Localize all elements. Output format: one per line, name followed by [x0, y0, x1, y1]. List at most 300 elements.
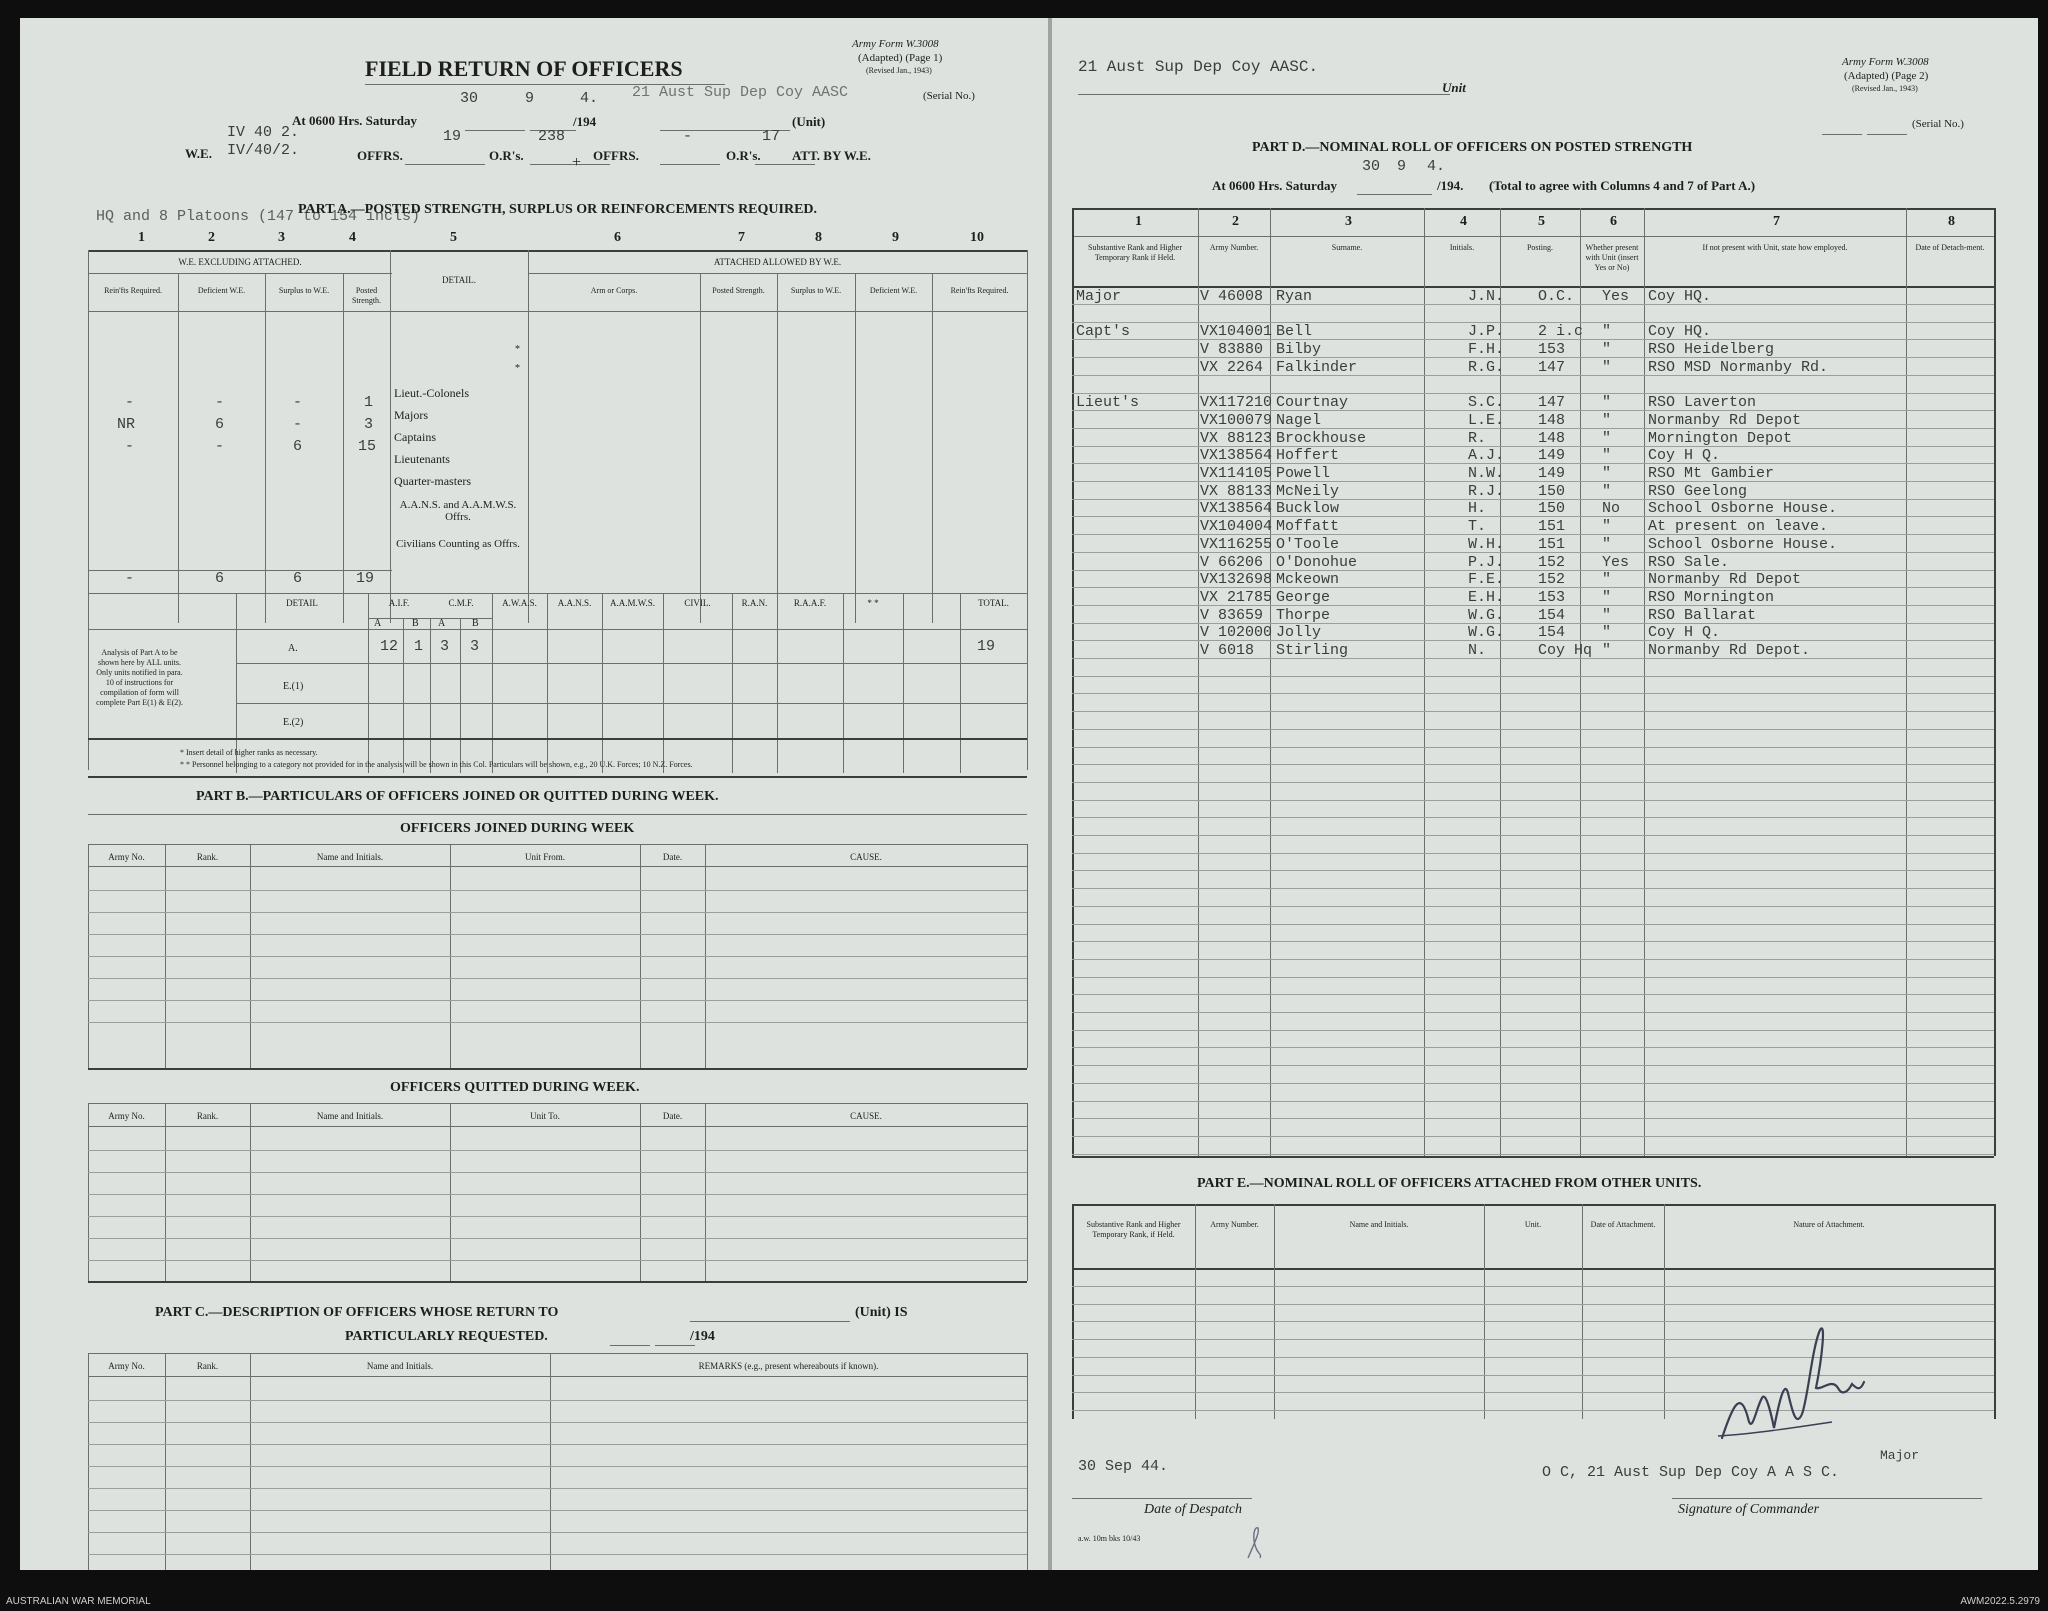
- we-label: W.E.: [185, 146, 212, 161]
- table-rule: [1424, 208, 1425, 1156]
- typed-roll-post: 148: [1538, 429, 1566, 447]
- form-revised: (Revised Jan., 1943): [866, 66, 932, 75]
- typed-roll-present: ": [1602, 447, 1612, 465]
- typed-rank-value: NR: [117, 416, 136, 433]
- typed-roll-init: W.G.: [1468, 606, 1505, 624]
- table-rule: [1027, 1103, 1028, 1281]
- table-rule: [1994, 208, 1996, 1156]
- roll-header: Army Number.: [1209, 243, 1259, 252]
- typed-roll-name: George: [1276, 588, 1331, 606]
- typed-unit: 21 Aust Sup Dep Coy AASC.: [1078, 58, 1319, 76]
- column-header: Rein'fts Required.: [104, 286, 162, 295]
- typed-platoons: HQ and 8 Platoons (147 to 154 incls): [96, 208, 421, 225]
- analysis-header: A.A.N.S.: [557, 598, 592, 608]
- typed-roll-present: ": [1602, 394, 1612, 412]
- table-rule: [640, 1103, 641, 1281]
- at-hours-label: At 0600 Hrs. Saturday: [292, 113, 417, 128]
- analysis-row-label: E.(2): [283, 717, 304, 728]
- analysis-sub: A: [438, 618, 446, 629]
- analysis-row-label: E.(1): [283, 681, 304, 692]
- ruled-line: [88, 1194, 1027, 1195]
- typed-roll-employed: RSO Geelong: [1648, 482, 1748, 500]
- analysis-header: DETAIL: [286, 598, 318, 608]
- part-c-year: /194: [690, 1329, 715, 1344]
- ruled-line: [88, 1532, 1027, 1533]
- typed-roll-employed: RSO Mornington: [1648, 588, 1775, 606]
- part-c-header: Rank.: [196, 1361, 219, 1371]
- typed-roll-post: 150: [1538, 500, 1566, 518]
- typed-roll-init: R.J.: [1468, 482, 1505, 500]
- page-title: FIELD RETURN OF OFFICERS: [365, 56, 683, 81]
- ruled-line: [1072, 1047, 1994, 1048]
- typed-roll-no: V 102000: [1200, 624, 1273, 642]
- serial-label: (Serial No.): [1912, 118, 1964, 130]
- ruled-line: [1072, 1030, 1994, 1031]
- column-number: 3: [1345, 214, 1352, 229]
- form-page-1: [20, 18, 1048, 1570]
- table-rule: [368, 593, 369, 773]
- typed-roll-init: P.J.: [1468, 553, 1505, 571]
- part-e-header: Nature of Attachment.: [1793, 1220, 1865, 1229]
- commander-signature: [1692, 1318, 1872, 1468]
- typed-total: 19: [356, 570, 375, 587]
- typed-roll-employed: Normanby Rd Depot: [1648, 411, 1802, 429]
- typed-roll-present: Yes: [1602, 553, 1630, 571]
- part-e-header: Date of Attachment.: [1590, 1220, 1656, 1229]
- typed-roll-employed: RSO Sale.: [1648, 553, 1730, 571]
- table-rule: [1664, 1204, 1665, 1419]
- typed-roll-init: N.W.: [1468, 465, 1505, 482]
- ruled-line: [1072, 1154, 1994, 1155]
- table-rule: [1644, 208, 1645, 1156]
- quitted-header: Rank.: [196, 1111, 219, 1121]
- ruled-line: [1072, 693, 1994, 694]
- typed-roll-employed: RSO Laverton: [1648, 394, 1757, 412]
- typed-roll-name: O'Donohue: [1276, 553, 1358, 571]
- typed-roll-post: 149: [1538, 465, 1566, 482]
- table-rule: [1072, 208, 1074, 1156]
- despatch-label: Date of Despatch: [1144, 1502, 1242, 1517]
- typed-roll-name: Nagel: [1276, 411, 1322, 429]
- typed-roll-post: 150: [1538, 482, 1566, 500]
- typed-roll-post: 152: [1538, 571, 1566, 589]
- quitted-header: Name and Initials.: [316, 1111, 384, 1121]
- typed-offrs-attached: -: [683, 128, 693, 145]
- part-d-title: PART D.—NOMINAL ROLL OF OFFICERS ON POSTED STRENGTH: [1252, 140, 1693, 155]
- typed-analysis-total: 19: [977, 638, 996, 655]
- form-revised: (Revised Jan., 1943): [1852, 84, 1918, 93]
- part-a-title: PART A.—POSTED STRENGTH, SURPLUS OR REINFORCEMENTS REQUIRED.: [298, 202, 818, 217]
- typed-roll-present: ": [1602, 624, 1612, 642]
- typed-roll-post: 147: [1538, 358, 1566, 376]
- table-rule: [732, 593, 733, 773]
- typed-roll-name: McNeily: [1276, 482, 1340, 500]
- typed-analysis-value: 3: [440, 638, 450, 655]
- table-rule: [88, 738, 1027, 740]
- ruled-line: [1072, 711, 1994, 712]
- year-label: /194.: [1437, 178, 1464, 193]
- ruled-line: [1072, 1118, 1994, 1119]
- table-rule: [1027, 250, 1028, 770]
- table-rule: [1198, 208, 1199, 1156]
- column-header: Posted Strength.: [712, 286, 765, 295]
- typed-roll-init: F.E.: [1468, 571, 1505, 589]
- ruled-line: [1072, 1101, 1994, 1102]
- part-e-header: Name and Initials.: [1349, 1220, 1409, 1229]
- accession-number: AWM2022.5.2979: [1960, 1596, 2040, 1607]
- ruled-line: [1072, 906, 1994, 907]
- footnote: * Insert detail of higher ranks as necessary.: [180, 748, 318, 757]
- typed-roll-present: ": [1602, 429, 1612, 447]
- table-rule: [1672, 1498, 1982, 1499]
- table-rule: [1072, 1204, 1994, 1206]
- quitted-header: Date.: [662, 1111, 683, 1121]
- typed-roll-present: ": [1602, 518, 1612, 536]
- table-rule: [88, 1353, 89, 1570]
- ors-attached-label: O.R's.: [726, 148, 761, 163]
- analysis-header: R.A.N.: [741, 598, 768, 608]
- table-rule: [755, 164, 815, 165]
- analysis-sub: B: [472, 618, 479, 629]
- rank-label: Lieutenants: [394, 452, 450, 466]
- analysis-header: TOTAL.: [978, 598, 1009, 608]
- typed-rank-value: -: [293, 394, 303, 411]
- column-header: Deficient W.E.: [869, 286, 918, 295]
- attached-by-we-label: ATT. BY W.E.: [792, 148, 871, 163]
- typed-roll-init: W.G.: [1468, 624, 1505, 642]
- typed-roll-employed: Coy HQ.: [1648, 323, 1712, 341]
- typed-roll-present: ": [1602, 323, 1612, 341]
- ruled-line: [1072, 1304, 1994, 1305]
- typed-roll-no: VX132698: [1200, 571, 1273, 589]
- typed-roll-rank: Lieut's: [1076, 394, 1140, 412]
- typed-roll-post: 152: [1538, 553, 1566, 571]
- typed-roll-init: S.C.: [1468, 394, 1505, 412]
- typed-roll-employed: RSO Ballarat: [1648, 606, 1757, 624]
- column-number: 1: [1135, 214, 1142, 229]
- typed-roll-post: 151: [1538, 535, 1566, 553]
- typed-roll-post: Coy Hq: [1538, 642, 1593, 659]
- table-rule: [1397, 194, 1432, 195]
- table-rule: [1195, 1204, 1196, 1419]
- footnote: * * Personnel belonging to a category not provided for in the analysis will be shown in this Col. Particulars will be shown, e.g., 20 U.K. Forces; 10 N.Z. Forces.: [180, 760, 693, 769]
- print-code: a.w. 10m bks 10/43: [1078, 1534, 1141, 1543]
- column-number: 6: [1610, 214, 1617, 229]
- typed-rank-value: 3: [364, 416, 374, 433]
- rank-label: Lieut.-Colonels: [394, 386, 469, 400]
- typed-roll-init: R.: [1468, 429, 1487, 447]
- typed-roll-init: J.N.: [1468, 288, 1505, 305]
- ruled-line: [1072, 1083, 1994, 1084]
- typed-roll-no: VX138564: [1200, 500, 1273, 518]
- ruled-line: [88, 1150, 1027, 1151]
- plus-sign: +: [572, 154, 582, 171]
- form-reference: Army Form W.3008: [852, 38, 939, 50]
- roll-header: Whether present with Unit (insert Yes or No): [1585, 243, 1639, 272]
- serial-label: (Serial No.): [923, 90, 975, 102]
- commander-label: Signature of Commander: [1678, 1502, 1820, 1517]
- table-rule: [843, 593, 844, 773]
- table-rule: [165, 1103, 166, 1281]
- typed-roll-post: 154: [1538, 606, 1566, 624]
- typed-rank-value: -: [125, 438, 135, 455]
- column-header: Surplus to W.E.: [790, 286, 842, 295]
- roll-header: Posting.: [1526, 243, 1553, 252]
- column-header: Posted Strength.: [351, 286, 382, 305]
- table-rule: [88, 250, 89, 770]
- column-header: Surplus to W.E.: [278, 286, 330, 295]
- ruled-line: [1072, 924, 1994, 925]
- typed-rank-value: -: [125, 394, 135, 411]
- table-rule: [165, 1353, 166, 1570]
- typed-roll-no: V 83659: [1200, 606, 1264, 624]
- table-rule: [610, 1345, 650, 1346]
- table-rule: [1027, 844, 1028, 1068]
- typed-rank-value: 1: [364, 394, 374, 411]
- typed-roll-name: Ryan: [1276, 288, 1313, 305]
- ruled-line: [88, 1554, 1027, 1555]
- typed-roll-name: Falkinder: [1276, 358, 1358, 376]
- column-number: 4: [1460, 214, 1467, 229]
- typed-roll-no: VX 88123: [1200, 429, 1273, 447]
- column-number: 8: [815, 230, 822, 245]
- ruled-line: [1072, 941, 1994, 942]
- column-number: 5: [1538, 214, 1545, 229]
- ruled-line: [88, 1216, 1027, 1217]
- table-rule: [88, 844, 1027, 845]
- typed-roll-present: ": [1602, 482, 1612, 500]
- ruled-line: [88, 1510, 1027, 1511]
- typed-roll-name: Stirling: [1276, 642, 1349, 659]
- joined-header: Unit From.: [524, 852, 565, 862]
- table-rule: [250, 1353, 251, 1570]
- typed-date-day: 30: [1362, 158, 1381, 175]
- unit-label: Unit: [1442, 80, 1466, 95]
- typed-analysis-value: 12: [380, 638, 399, 655]
- typed-roll-present: ": [1602, 571, 1612, 589]
- table-rule: [88, 1281, 1027, 1283]
- table-rule: [602, 593, 603, 773]
- table-rule: [1582, 1204, 1583, 1419]
- column-number: 3: [278, 230, 285, 245]
- typed-roll-post: 2 i.c: [1538, 323, 1584, 341]
- joined-header: Army No.: [108, 852, 145, 862]
- joined-header: Date.: [662, 852, 683, 862]
- table-rule: [1072, 1268, 1994, 1270]
- typed-rank-value: -: [215, 394, 225, 411]
- we-excluding-header: W.E. EXCLUDING ATTACHED.: [178, 257, 302, 267]
- table-rule: [88, 1103, 89, 1281]
- year-label: /194: [573, 114, 597, 129]
- ors-label: O.R's.: [489, 148, 524, 163]
- typed-roll-employed: Normanby Rd Depot: [1648, 571, 1802, 589]
- ruled-line: [88, 912, 1027, 913]
- table-rule: [430, 618, 431, 773]
- column-header: Rein'fts Required.: [950, 286, 1009, 295]
- ruled-line: [1072, 1136, 1994, 1137]
- column-header: Deficient W.E.: [197, 286, 246, 295]
- part-e-header: Substantive Rank and Higher Temporary Rank, if Held.: [1086, 1220, 1181, 1239]
- analysis-header: * *: [867, 598, 879, 608]
- table-rule: [530, 164, 610, 165]
- table-rule: [88, 629, 1027, 630]
- typed-we-bottom: IV/40/2.: [227, 142, 300, 159]
- table-rule: [450, 1103, 451, 1281]
- typed-roll-post: 153: [1538, 341, 1566, 359]
- typed-date-month: 9: [1397, 158, 1407, 175]
- typed-roll-no: VX 21785: [1200, 588, 1273, 606]
- table-rule: [1270, 208, 1271, 1156]
- offrs-attached-label: OFFRS.: [593, 148, 639, 163]
- typed-roll-present: ": [1602, 358, 1612, 376]
- typed-roll-name: Brockhouse: [1276, 429, 1367, 447]
- analysis-header: A.I.F.: [388, 598, 410, 608]
- ruled-line: [1072, 747, 1994, 748]
- joined-header: CAUSE.: [850, 852, 882, 862]
- column-header: Arm or Corps.: [590, 286, 638, 295]
- typed-roll-employed: RSO Heidelberg: [1648, 341, 1775, 359]
- typed-roll-no: V 46008: [1200, 288, 1264, 305]
- table-rule: [660, 164, 720, 165]
- typed-roll-present: ": [1602, 465, 1612, 482]
- typed-roll-present: ": [1602, 642, 1612, 659]
- ruled-line: [88, 1238, 1027, 1239]
- typed-total: 6: [215, 570, 225, 587]
- typed-roll-present: ": [1602, 341, 1612, 359]
- quitted-header: Unit To.: [530, 1111, 560, 1121]
- table-rule: [236, 663, 1027, 664]
- ruled-line: [88, 934, 1027, 935]
- typed-roll-no: VX 2264: [1200, 358, 1264, 376]
- typed-roll-employed: At present on leave.: [1648, 518, 1829, 536]
- typed-we: IV 40 2.: [227, 124, 300, 141]
- typed-roll-init: W.H.: [1468, 535, 1505, 553]
- table-rule: [236, 703, 1027, 704]
- part-c-header: REMARKS (e.g., present whereabouts if known).: [698, 1361, 879, 1371]
- typed-roll-post: O.C.: [1538, 288, 1575, 305]
- table-rule: [1072, 208, 1994, 210]
- table-rule: [663, 593, 664, 773]
- ruled-line: [1072, 764, 1994, 765]
- analysis-note: Analysis of Part A to be shown here by ALL units. Only units notified in para. 10 of instructions for compilation of form will complete Part E(1) & E(2).: [96, 648, 183, 707]
- typed-commander: O C, 21 Aust Sup Dep Coy A A S C.: [1542, 1464, 1840, 1481]
- ruled-line: [88, 1444, 1027, 1445]
- typed-roll-name: Bell: [1276, 323, 1313, 341]
- typed-roll-no: VX114105: [1200, 465, 1273, 482]
- table-rule: [903, 593, 904, 773]
- analysis-header: CIVIL.: [684, 598, 711, 608]
- ruled-line: [1072, 853, 1994, 854]
- table-rule: [236, 593, 237, 773]
- typed-roll-no: VX117210: [1200, 394, 1273, 412]
- typed-roll-employed: Coy H Q.: [1648, 447, 1721, 465]
- table-rule: [547, 593, 548, 773]
- table-rule: [1994, 1204, 1996, 1419]
- typed-roll-employed: RSO MSD Normanby Rd.: [1648, 358, 1829, 376]
- typed-roll-init: E.H.: [1468, 588, 1505, 606]
- ruled-line: [88, 1400, 1027, 1401]
- ruled-line: [88, 978, 1027, 979]
- analysis-header: A.W.A.S.: [502, 598, 537, 608]
- column-number: 8: [1948, 214, 1955, 229]
- ruled-line: [88, 956, 1027, 957]
- typed-rank-value: 6: [215, 416, 225, 433]
- part-c-header: Name and Initials.: [366, 1361, 434, 1371]
- typed-roll-name: Powell: [1276, 465, 1331, 482]
- typed-analysis-value: 1: [414, 638, 424, 655]
- typed-roll-employed: Coy HQ.: [1648, 288, 1712, 305]
- typed-offrs: 19: [443, 128, 462, 145]
- typed-total: -: [125, 570, 135, 587]
- typed-rank-value: -: [293, 416, 303, 433]
- ruled-line: [88, 1466, 1027, 1467]
- part-e-header: Army Number.: [1210, 1220, 1259, 1229]
- typed-unit: 21 Aust Sup Dep Coy AASC: [632, 84, 849, 101]
- ruled-line: [88, 1172, 1027, 1173]
- typed-rank-value: 6: [293, 438, 303, 455]
- typed-roll-name: Bucklow: [1276, 500, 1340, 518]
- analysis-header: C.M.F.: [448, 598, 474, 608]
- typed-roll-name: Jolly: [1276, 624, 1322, 642]
- table-rule: [1072, 236, 1994, 237]
- quitted-title: OFFICERS QUITTED DURING WEEK.: [390, 1080, 640, 1095]
- typed-roll-init: A.J.: [1468, 447, 1505, 465]
- typed-roll-name: Bilby: [1276, 341, 1322, 359]
- table-rule: [777, 593, 778, 773]
- analysis-header: A.A.M.W.S.: [610, 598, 655, 608]
- column-number: 10: [970, 230, 984, 245]
- typed-roll-no: V 6018: [1200, 642, 1255, 659]
- typed-roll-present: ": [1602, 535, 1612, 553]
- typed-roll-name: Courtnay: [1276, 394, 1349, 412]
- table-rule: [1078, 94, 1450, 95]
- typed-roll-no: VX104004: [1200, 518, 1273, 536]
- typed-roll-employed: Normanby Rd Depot.: [1648, 642, 1811, 659]
- ruled-line: [1072, 1286, 1994, 1287]
- typed-roll-employed: Coy H Q.: [1648, 624, 1721, 642]
- typed-roll-post: 154: [1538, 624, 1566, 642]
- table-rule: [960, 593, 961, 773]
- column-number: 4: [349, 230, 356, 245]
- typed-roll-rank: Capt's: [1076, 323, 1131, 341]
- table-rule: [492, 593, 493, 773]
- pencil-mark-icon: [1240, 1524, 1270, 1564]
- table-rule: [1072, 1498, 1252, 1499]
- table-rule: [1867, 134, 1907, 135]
- analysis-sub: B: [412, 618, 419, 629]
- table-rule: [88, 1068, 1027, 1070]
- part-c-requested: PARTICULARLY REQUESTED.: [345, 1329, 548, 1344]
- rank-label: Quarter-masters: [394, 474, 472, 488]
- table-rule: [528, 250, 529, 273]
- typed-roll-employed: School Osborne House.: [1648, 535, 1838, 553]
- table-rule: [528, 273, 529, 623]
- typed-roll-post: 149: [1538, 447, 1566, 465]
- rank-label: A.A.N.S. and A.A.M.W.S. Offrs.: [399, 499, 517, 523]
- column-number: 5: [450, 230, 457, 245]
- typed-roll-employed: Mornington Depot: [1648, 429, 1793, 447]
- typed-roll-name: Moffatt: [1276, 518, 1340, 536]
- typed-roll-no: VX116255: [1200, 535, 1273, 553]
- typed-despatch-date: 30 Sep 44.: [1078, 1458, 1169, 1475]
- roll-header: Surname.: [1331, 243, 1363, 252]
- typed-roll-no: VX104001: [1200, 323, 1273, 341]
- typed-roll-post: 148: [1538, 411, 1566, 429]
- joined-header: Name and Initials.: [316, 852, 384, 862]
- typed-roll-post: 151: [1538, 518, 1566, 536]
- ruled-line: [88, 1422, 1027, 1423]
- ruled-line: [1072, 782, 1994, 783]
